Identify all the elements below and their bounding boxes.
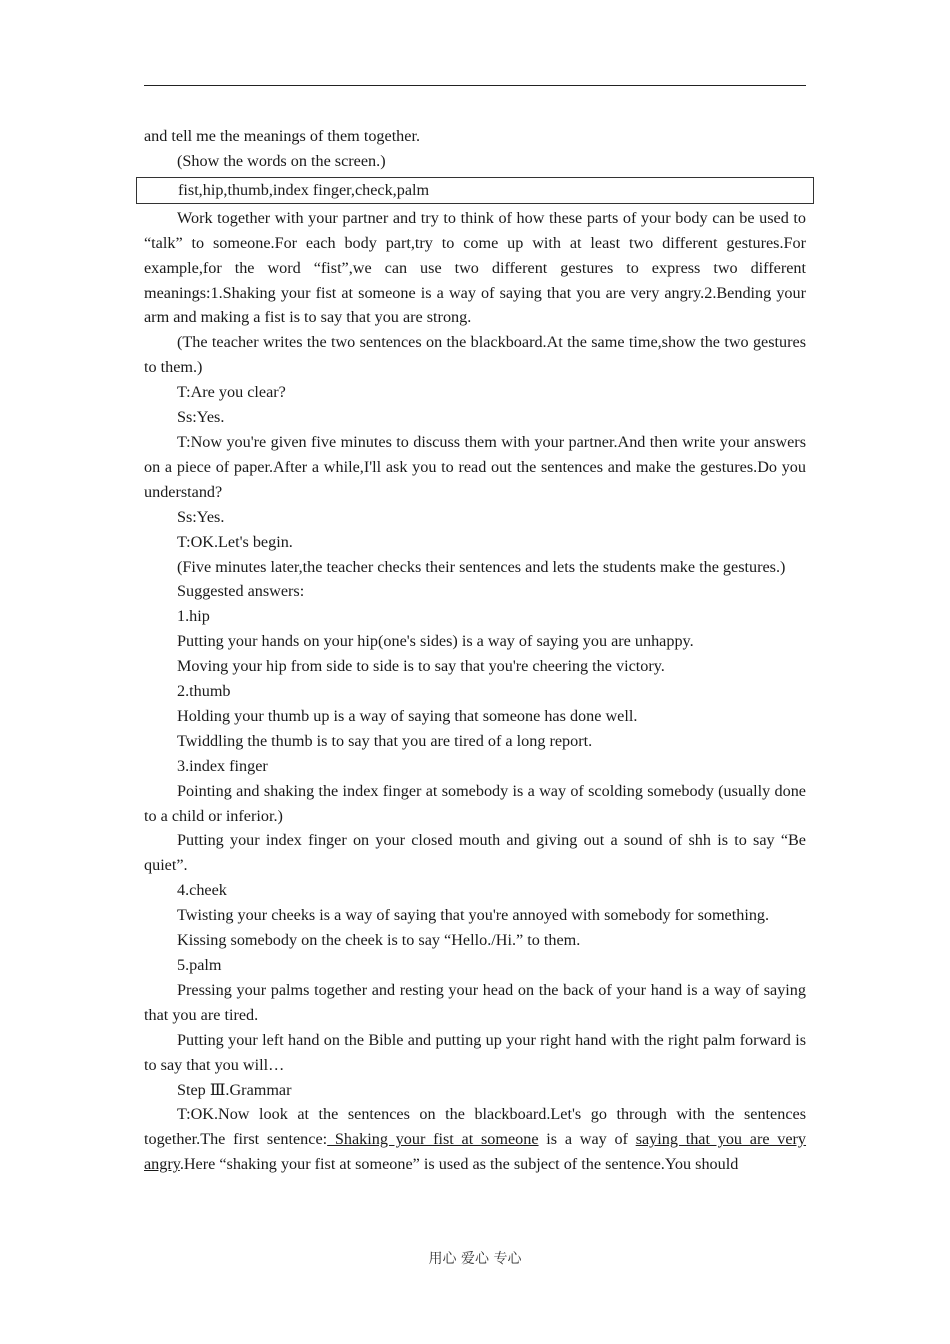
- text-span: is a way of: [538, 1130, 636, 1149]
- section-heading: Step Ⅲ.Grammar: [177, 1080, 292, 1099]
- text-line: 4.cheek: [177, 881, 227, 900]
- paragraph: Work together with your partner and try to think of how these parts of your body can be used to “talk” to someone.For each body part,try to come up with at least two different gestures.For example,for the word “fist”,we can use two different gestures to express two different meanings:1.Shaking your fist at someone is a way of saying that you are very angry.2.Bending your arm and making a fist is to say that you are strong.: [144, 208, 806, 327]
- underlined-phrase: saying that you are very angry: [144, 1130, 807, 1174]
- word-box: fist,hip,thumb,index finger,check,palm: [136, 177, 814, 204]
- paragraph: Putting your left hand on the Bible and putting up your right hand with the right palm forward is to say that you will…: [144, 1030, 806, 1074]
- text-line: Twiddling the thumb is to say that you are tired of a long report.: [177, 731, 593, 750]
- paragraph: Pressing your palms together and resting your head on the back of your hand is a way of saying that you are tired.: [144, 980, 806, 1024]
- paragraph: Pointing and shaking the index finger at somebody is a way of scolding somebody (usually done to a child or inferior.): [144, 781, 806, 825]
- text-line: 3.index finger: [177, 756, 268, 775]
- page-footer: 用心 爱心 专心: [428, 1251, 522, 1267]
- paragraph: (Five minutes later,the teacher checks their sentences and lets the students make the gestures.): [177, 557, 786, 576]
- text-line: Holding your thumb up is a way of saying that someone has done well.: [177, 706, 638, 725]
- text-line: (Show the words on the screen.): [177, 151, 386, 170]
- text-line: Suggested answers:: [177, 582, 305, 601]
- paragraph: Putting your index finger on your closed mouth and giving out a sound of shh is to say “Be quiet”.: [144, 831, 806, 875]
- text-line: 1.hip: [177, 607, 210, 626]
- paragraph: (The teacher writes the two sentences on the blackboard.At the same time,show the two gestures to them.): [144, 333, 806, 377]
- underlined-phrase: Shaking your fist at someone: [327, 1130, 539, 1149]
- paragraph: T:Now you're given five minutes to discuss them with your partner.And then write your answers on a piece of paper.After a while,I'll ask you to read out the sentences and make the gestures.Do you understand?: [144, 432, 806, 501]
- text-line: Putting your hands on your hip(one's sides) is a way of saying you are unhappy.: [177, 632, 694, 651]
- text-line: and tell me the meanings of them together.: [144, 127, 421, 145]
- text-line: T:OK.Let's begin.: [177, 532, 293, 551]
- page-body: [144, 124, 806, 1177]
- text-line: Ss:Yes.: [177, 408, 225, 427]
- text-span: T:OK.Now look at the sentences on the blackboard.Let's go through with the sentences together.The first sentence:: [144, 1105, 806, 1149]
- text-line: 5.palm: [177, 956, 222, 974]
- text-line: Kissing somebody on the cheek is to say “Hello./Hi.” to them.: [177, 931, 581, 950]
- text-line: Twisting your cheeks is a way of saying that you're annoyed with somebody for something.: [177, 906, 770, 925]
- text-span: .Here “shaking your fist at someone” is used as the subject of the sentence.You should: [179, 1155, 739, 1174]
- text-line: Moving your hip from side to side is to say that you're cheering the victory.: [177, 657, 665, 676]
- text-line: 2.thumb: [177, 682, 231, 701]
- text-line: T:Are you clear?: [177, 383, 286, 402]
- paragraph: [144, 1102, 806, 1177]
- text-line: Ss:Yes.: [177, 507, 225, 526]
- header-rule: [144, 85, 806, 86]
